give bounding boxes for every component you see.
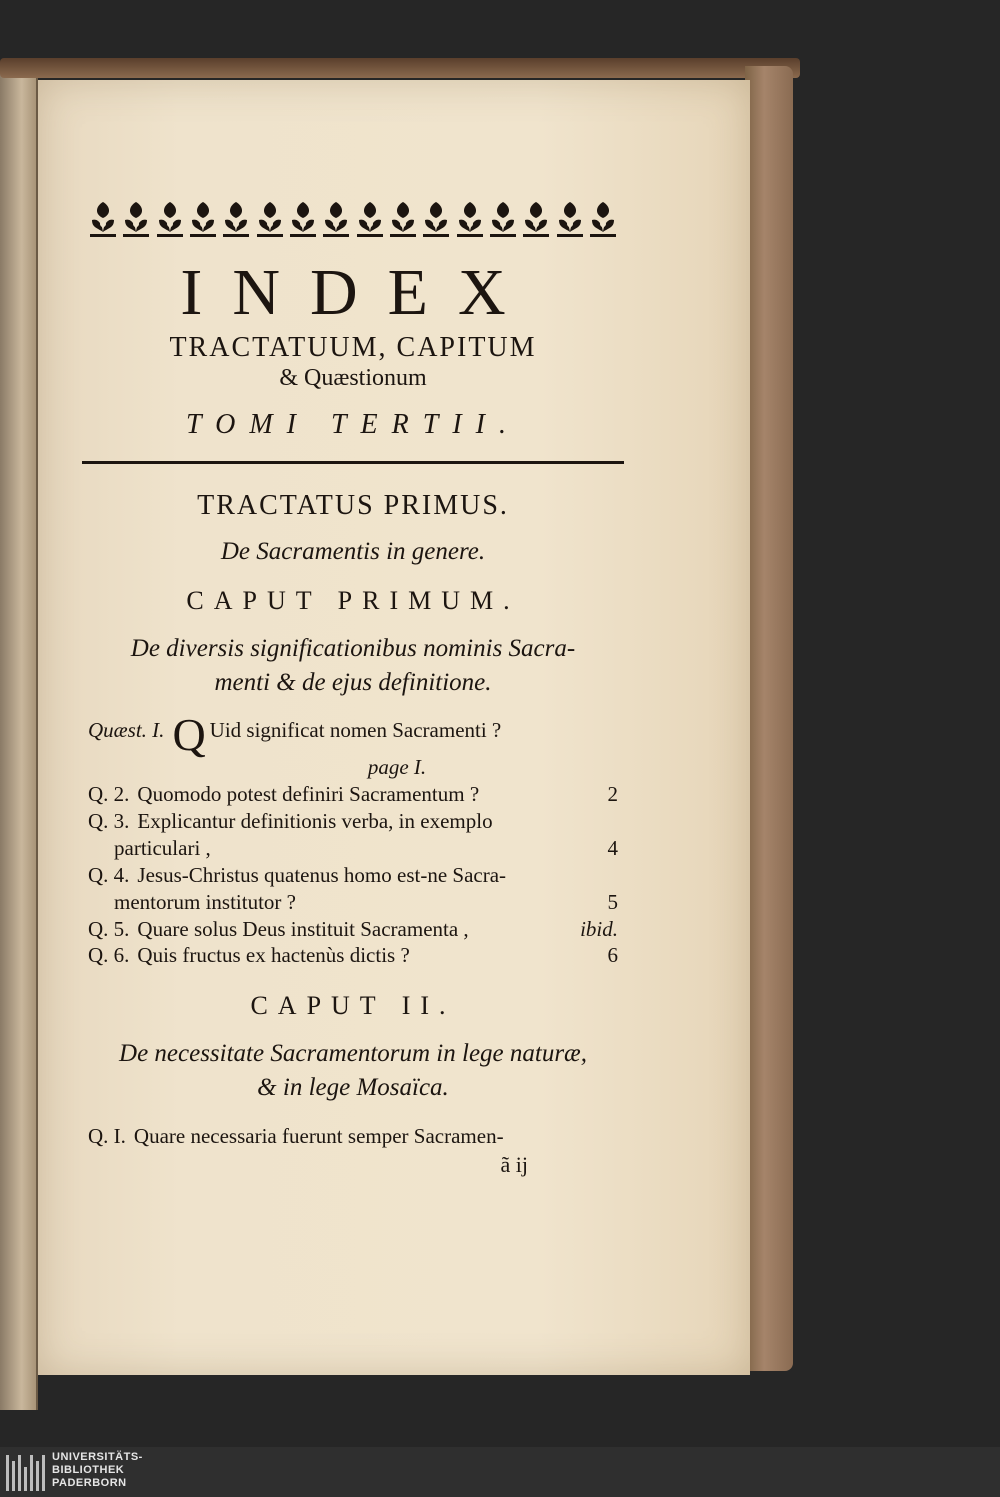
ornament-flower-icon xyxy=(255,198,285,238)
question-text: Quare necessaria fuerunt semper Sacramen- xyxy=(133,1123,504,1148)
caput2-desc-line2: & in lege Mosaïca. xyxy=(257,1074,449,1102)
ornament-flower-icon xyxy=(355,198,385,238)
tome-heading: TOMI TERTII. xyxy=(186,408,520,440)
question-row xyxy=(88,709,618,761)
ornament-flower-icon xyxy=(555,198,585,238)
tractatus-subject: De Sacramentis in genere. xyxy=(220,537,486,565)
question-row xyxy=(88,942,618,969)
question-text: particulari , xyxy=(114,835,211,860)
tractatus-heading: TRACTATUS PRIMUS. xyxy=(197,489,509,521)
page-ref: 4 xyxy=(607,835,618,860)
ornament-flower-icon xyxy=(121,198,151,238)
question-text: mentorum institutor ? xyxy=(114,889,296,914)
caput1-description xyxy=(88,632,618,700)
ornament-flower-icon xyxy=(155,198,185,238)
question-text: Quomodo potest definiri Sacramentum ? xyxy=(137,782,480,807)
subtitle-line1: TRACTATUUM, CAPITUM xyxy=(169,332,537,363)
ornament-flower-icon xyxy=(521,198,551,238)
library-name xyxy=(52,1451,143,1490)
horizontal-rule xyxy=(82,461,624,464)
ornament-flower-icon xyxy=(221,198,251,238)
caput1-question-list xyxy=(88,709,618,969)
question-text-body: Uid significat nomen Sacramenti ? xyxy=(209,718,502,743)
book-cover-edge xyxy=(0,58,800,78)
ornament-flower-icon xyxy=(288,198,318,238)
page-ref: page I. xyxy=(367,755,427,780)
ornament-flower-icon xyxy=(488,198,518,238)
question-number: Q. 5. xyxy=(88,916,130,941)
question-number: Q. I. xyxy=(88,1123,126,1148)
caput1-desc-line1: De diversis significationibus nominis Sacra- xyxy=(130,634,576,662)
question-row xyxy=(88,916,618,943)
ornament-flower-icon xyxy=(321,198,351,238)
question-number: Q. 6. xyxy=(88,943,130,968)
question-row xyxy=(88,808,618,835)
question-number: Q. 3. xyxy=(88,809,130,834)
page-ref: 5 xyxy=(607,889,618,914)
question-row xyxy=(88,754,618,781)
page-text xyxy=(88,198,618,1178)
question-text: Explicantur definitionis verba, in exemplo xyxy=(137,809,493,834)
ornament-flower-icon xyxy=(588,198,618,238)
question-row xyxy=(88,889,618,916)
question-row xyxy=(88,862,618,889)
ornament-flower-icon xyxy=(188,198,218,238)
caput1-title: CAPUT PRIMUM. xyxy=(186,585,520,615)
question-row xyxy=(88,781,618,808)
ornament-flower-icon xyxy=(455,198,485,238)
page-ref: ibid. xyxy=(580,916,618,941)
caput1-desc-line2: menti & de ejus definitione. xyxy=(214,668,492,696)
subtitle-line2: & Quæstionum xyxy=(279,365,427,392)
page-ref: 2 xyxy=(607,782,618,807)
library-name-line2: BIBLIOTHEK xyxy=(52,1464,125,1476)
ornament-flower-icon xyxy=(421,198,451,238)
caput2-title: CAPUT II. xyxy=(250,991,456,1021)
drop-cap: Q xyxy=(172,709,206,761)
ornament-flower-icon xyxy=(88,198,118,238)
left-page-edge xyxy=(0,70,38,1410)
book-spine xyxy=(745,66,793,1371)
question-row xyxy=(88,835,618,862)
page-ref: 6 xyxy=(607,943,618,968)
question-text: Quis fructus ex hactenùs dictis ? xyxy=(137,943,410,968)
caput2-desc-line1: De necessitate Sacramentorum in lege naturæ, xyxy=(119,1040,587,1068)
question-text: Jesus-Christus quatenus homo est-ne Sacra- xyxy=(137,862,507,887)
library-name-line3: PADERBORN xyxy=(52,1477,127,1489)
question-number: Quæst. I. xyxy=(88,718,165,743)
book-page xyxy=(38,80,750,1375)
library-footer xyxy=(0,1447,1000,1497)
library-name-line1: UNIVERSITÄTS- xyxy=(52,1451,143,1463)
library-logo-icon xyxy=(6,1453,46,1491)
signature-mark: ã ij xyxy=(500,1151,528,1177)
ornament-flower-icon xyxy=(388,198,418,238)
question-number: Q. 4. xyxy=(88,862,130,887)
question-number: Q. 2. xyxy=(88,782,130,807)
question-text xyxy=(172,709,618,761)
caput2-description xyxy=(88,1037,618,1105)
question-row xyxy=(88,1123,618,1150)
ornament-band xyxy=(88,198,618,242)
index-title: INDEX xyxy=(180,256,536,329)
question-text: Quare solus Deus instituit Sacramenta , xyxy=(137,916,469,941)
